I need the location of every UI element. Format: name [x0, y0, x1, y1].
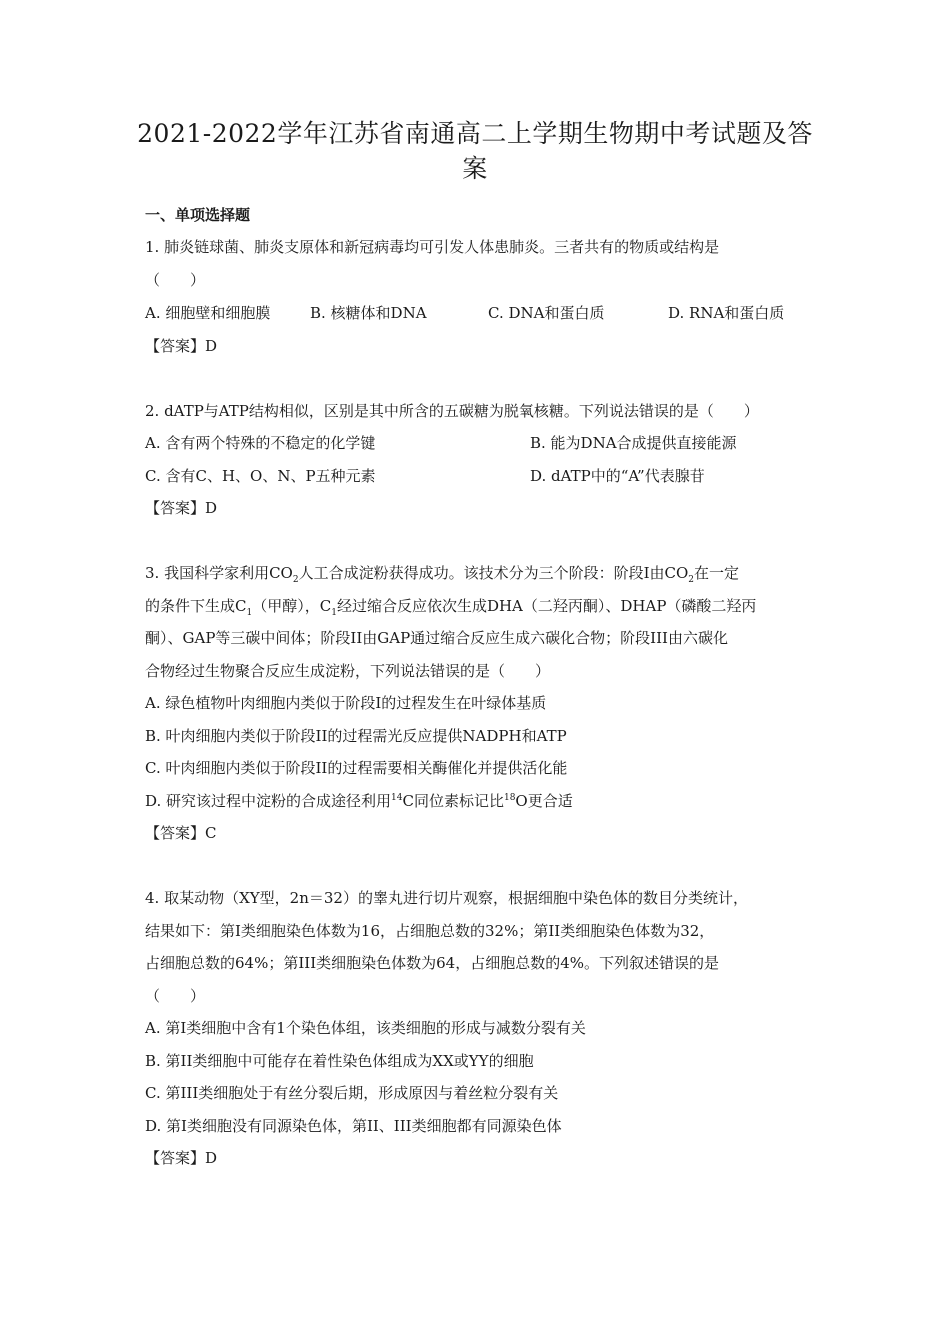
q3-stem-line-3: 酮）、GAP等三碳中间体；阶段II由GAP通过缩合反应生成六碳化合物；阶段III由六碳化	[145, 629, 728, 647]
q3-stem-line-4: 合物经过生物聚合反应生成淀粉，下列说法错误的是（ ）	[145, 662, 551, 680]
q3-text: 人工合成淀粉获得成功。该技术分为三个阶段：阶段I由CO	[298, 564, 689, 582]
q1-option-b: B. 核糖体和DNA	[310, 304, 427, 322]
q2-option-b: B. 能为DNA合成提供直接能源	[530, 434, 737, 452]
q1-option-a: A. 细胞壁和细胞膜	[145, 304, 271, 322]
subscript: 2	[688, 575, 695, 585]
subscript: 1	[331, 608, 337, 618]
title-line-1: 2021-2022学年江苏省南通高二上学期生物期中考试题及答	[137, 119, 813, 148]
q3-text: C同位素标记比	[402, 792, 504, 810]
q3-text: 的条件下生成C	[145, 597, 247, 615]
q4-stem-line-1: 4. 取某动物（XY型，2n＝32）的睾丸进行切片观察，根据细胞中染色体的数目分类统计，	[145, 889, 748, 907]
q3-text: 经过缩合反应依次生成DHA（二羟丙酮）、DHAP（磷酸二羟丙	[336, 597, 757, 615]
q2-answer	[145, 498, 217, 518]
q3-text: 3. 我国科学家利用CO	[145, 564, 293, 582]
q3-stem-line-1	[145, 563, 739, 583]
q1-stem: 1. 肺炎链球菌、肺炎支原体和新冠病毒均可引发人体患肺炎。三者共有的物质或结构是	[145, 238, 720, 256]
q1-answer-value: D	[205, 337, 218, 355]
q4-option-d: D. 第I类细胞没有同源染色体，第II、III类细胞都有同源染色体	[145, 1117, 562, 1135]
q3-text: O更合适	[515, 792, 573, 810]
subscript: 2	[292, 575, 299, 585]
q4-option-b: B. 第II类细胞中可能存在着性染色体组成为XX或YY的细胞	[145, 1052, 534, 1070]
q3-text: D. 研究该过程中淀粉的合成途径利用	[145, 792, 392, 810]
q2-option-a: A. 含有两个特殊的不稳定的化学键	[145, 434, 376, 452]
page-title	[120, 116, 830, 186]
q2-option-d: D. dATP中的“A”代表腺苷	[530, 467, 705, 485]
superscript: 18	[503, 793, 516, 803]
q2-stem: 2. dATP与ATP结构相似，区别是其中所含的五碳糖为脱氧核糖。下列说法错误的是（ ）	[145, 402, 759, 420]
q4-answer	[145, 1148, 217, 1168]
answer-prefix: 【答案】	[145, 824, 206, 842]
q4-answer-value: D	[205, 1149, 218, 1167]
q2-option-c: C. 含有C、H、O、N、P五种元素	[145, 467, 376, 485]
q4-option-c: C. 第III类细胞处于有丝分裂后期，形成原因与着丝粒分裂有关	[145, 1084, 559, 1102]
q3-text: （甲醇），C	[252, 597, 332, 615]
q3-option-b: B. 叶肉细胞内类似于阶段II的过程需光反应提供NADPH和ATP	[145, 727, 567, 745]
q3-answer	[145, 823, 217, 843]
q4-stem-line-4: （ ）	[145, 987, 206, 1005]
superscript: 14	[391, 793, 403, 803]
q1-answer	[145, 336, 217, 356]
q4-option-a: A. 第I类细胞中含有1个染色体组，该类细胞的形成与减数分裂有关	[145, 1019, 586, 1037]
q4-stem-line-3: 占细胞总数的64%；第III类细胞染色体数为64，占细胞总数的4%。下列叙述错误的是	[145, 954, 720, 972]
q1-option-d: D. RNA和蛋白质	[668, 304, 785, 322]
q3-answer-value: C	[205, 824, 217, 842]
answer-prefix: 【答案】	[145, 1149, 206, 1167]
title-line-2: 案	[462, 154, 488, 183]
q3-option-c: C. 叶肉细胞内类似于阶段II的过程需要相关酶催化并提供活化能	[145, 759, 568, 777]
answer-prefix: 【答案】	[145, 499, 206, 517]
q4-stem-line-2: 结果如下：第I类细胞染色体数为16，占细胞总数的32%；第II类细胞染色体数为32，	[145, 922, 715, 940]
q3-option-d	[145, 791, 573, 811]
section-heading: 一、单项选择题	[145, 206, 251, 224]
q3-option-a: A. 绿色植物叶肉细胞内类似于阶段I的过程发生在叶绿体基质	[145, 694, 547, 712]
answer-prefix: 【答案】	[145, 337, 206, 355]
q1-paren: （ ）	[145, 271, 206, 289]
q2-answer-value: D	[205, 499, 218, 517]
q1-option-c: C. DNA和蛋白质	[488, 304, 605, 322]
subscript: 1	[246, 608, 253, 618]
q3-text: 在一定	[694, 564, 740, 582]
q3-stem-line-2	[145, 596, 756, 616]
